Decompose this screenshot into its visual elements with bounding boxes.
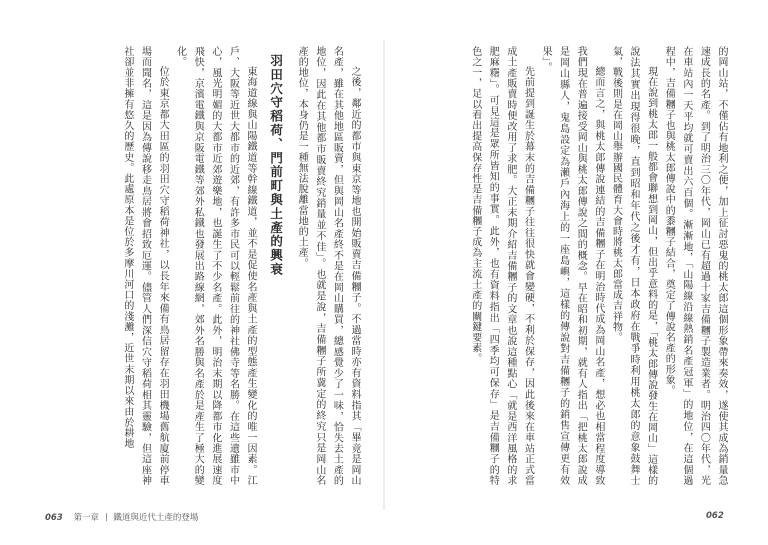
right-page-number: 062 — [706, 511, 724, 521]
left-page-number: 063 — [45, 513, 63, 523]
chapter-title: 鐵道與近代土產的登場 — [113, 513, 199, 523]
left-paragraph: 位於東京都大田區的羽田穴守稻荷神社，以長年來備有鳥居留存在羽田機場舊航廈前停車場而聞名，這是因為傳說移走鳥居將會招致厄運。儘管人們深信穴守稻荷相其靈驗，但這座神社卻並非擁有悠久的歷史。此處原本是位於多摩川河口的淺灘，近世末期以來由於耕地 — [121, 46, 169, 486]
left-page-text — [45, 46, 363, 486]
right-page-text — [408, 46, 730, 486]
right-paragraph: 現在說到桃太郎一般都會聯想到岡山，但出乎意料的是，「桃太郎傳說發生在岡山」這樣的說法其實出現得很晚，直到昭和年代之後才有，日本政府在戰爭時利用桃太郎的意象鼓舞士氣，戰後則是在岡山舉辦國民體育大會時將桃太郎當成吉祥物。 — [610, 46, 657, 486]
right-paragraph: 總而言之，與桃太郎傳說連結的吉備糰子在明治時代成為岡山名產，想必也相當程度導致我們現在普遍接受岡山與桃太郎傳說之間的概念。早在昭和初期，就有人指出「把桃太郎說成是岡山縣人，鬼島設定為瀨戶內海上的一座島嶼，這樣的傳說對吉備糰子的銷售宣傳更有效果」。 — [540, 46, 604, 486]
folio-divider — [106, 513, 107, 521]
left-paragraph: 之後，鄰近的都市與東京等地也開始販賣吉備糰子。不過當時亦有資料指其「畢竟是岡山名產，雖在其他地區販賣，但與岡山名產終不是在岡山購買，總感覺少了一味，恰失去土產的地位，因此在其他都市販賣終究銷量並不佳」。也就是說，吉備糰子所冀定的終究只是岡山名產的地位，本身仍是一種無法脫離當地的土產。 — [296, 46, 360, 486]
left-paragraph: 東海道線與山陽鐵道等幹線鐵道，並不是促使名產與土產的型態產生變化的唯一因素。江戶、大阪等近世大都市的近郊，有許多市民可以輕鬆前往的神社佛寺等名勝。在這些遺雖市中心，風光明媚的大都市近郊遊樂地，也誕生了不少名產。此外，明治末期以降都市化進展速度飛快，京濱電鐵與京阪電鐵等郊外私鐵也發展出路線網，郊外名勝與名產於是產生了極大的變化。 — [174, 46, 257, 486]
chapter-label: 第一章 — [73, 513, 99, 523]
right-paragraph: 的岡山站，不僅佔有地利之便，加上征討惡鬼的桃太郎這個形象帶來奏效，遂使其成為銷量急速成長的名產。到了明治三〇年代，岡山已有超過十家吉備糰子製造業者。明治四〇年代，光在車站內一天平均就可賣出六百個。漸漸地，「山陽線沿線熱銷名產冠軍」的地位，在這個過程中，吉備糰子也與桃太郎傳說中的黍糰子結合，奠定了傳說名產的形象。 — [663, 46, 727, 486]
right-paragraph: 先前提到誕生於幕末的吉備糰子往往很快就會變硬，不利於保存，因此後來在車站正式當成土產販賣時便改用了求肥。大正末期介紹吉備糰子的文章也說這種點心「就是西洋風格的求肥麻糬」。可見這是眾所皆知的事實。此外，也有資料指出「四季均可保存」是吉備糰子的特色之一，足以看出提高保存性是吉備糰子成為主流土產的關鍵要素。 — [469, 46, 534, 486]
left-folio — [45, 511, 198, 523]
section-heading: 羽田穴守稻荷、門前町與土產的興衰 — [268, 54, 284, 277]
